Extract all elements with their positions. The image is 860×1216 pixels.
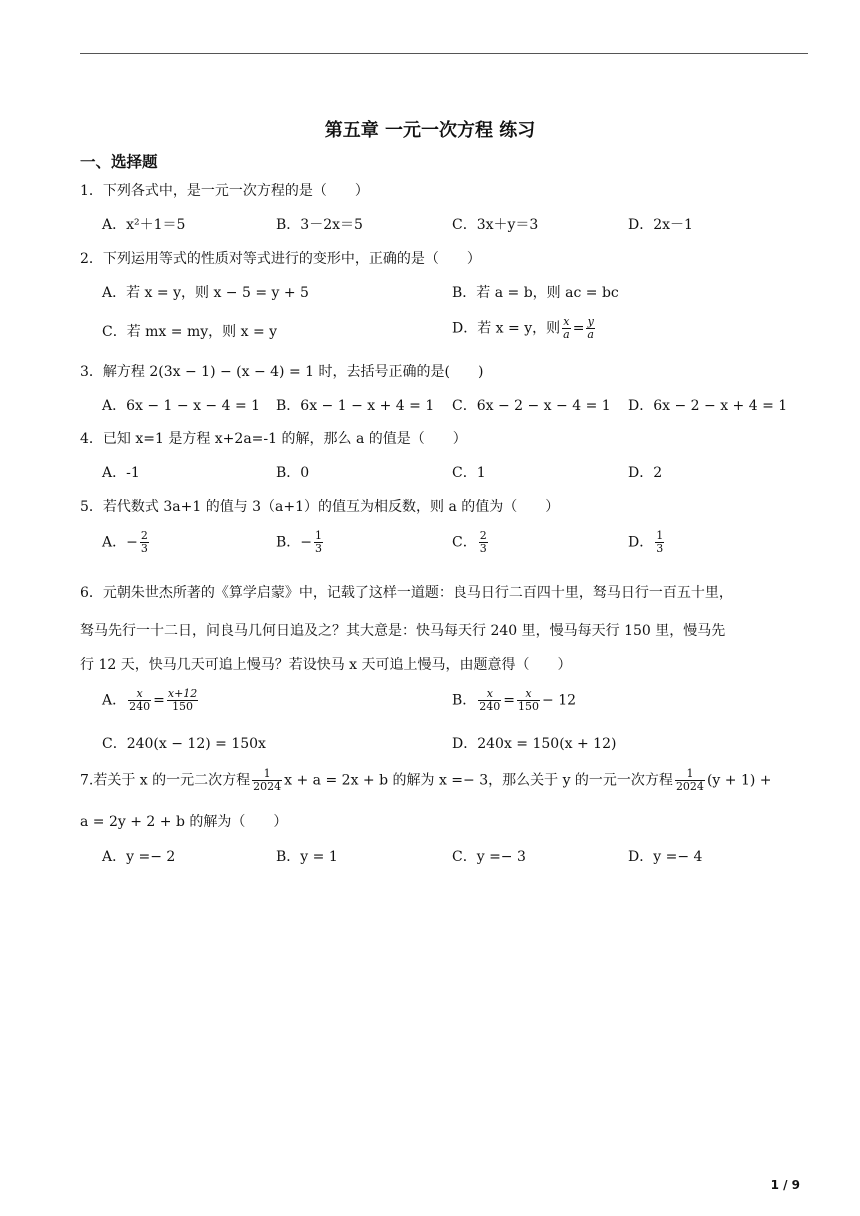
question-5-stem: 5．若代数式 3a+1 的值与 3（a+1）的值互为相反数，则 a 的值为（ ） [80,499,560,515]
fraction: $\frac{2}{3}$ [479,529,487,555]
question-1-option-b[interactable]: B．3－2x＝5 [276,217,363,233]
question-6-option-b[interactable]: B． $\frac{x}{240}$ = $\frac{x}{150}$ − 12 [452,687,577,713]
question-4-option-c[interactable]: C．1 [452,465,486,481]
question-2-option-b[interactable]: B．若 a = b，则 ac = bc [452,285,619,301]
question-7-option-c[interactable]: C．y =− 3 [452,849,526,865]
question-2-option-d[interactable]: D．若 x = y，则 $\frac{x}{a}$ = $\frac{y}{a}$ [452,315,594,341]
fraction: $\frac{1}{2024}$ [253,767,282,793]
header-rule [80,53,808,54]
question-2-option-d-label: D．若 x = y，则 [452,320,561,337]
fraction: $\frac{x}{240}$ [479,687,501,713]
question-3-option-b[interactable]: B．6x − 1 − x + 4 = 1 [276,398,435,414]
fraction: $\frac{x+12}{150}$ [167,687,198,713]
question-6-option-a[interactable]: A． $\frac{x}{240}$ = $\frac{x+12}{150}$ [102,687,198,713]
question-6-option-c[interactable]: C．240(x − 12) = 150x [102,736,266,752]
question-6-stem-line-2: 驽马先行一十二日，问良马几何日追及之？其大意是：快马每天行 240 里，慢马每天行 150 里，慢马先 [80,623,726,639]
question-6-option-d[interactable]: D．240x = 150(x + 12) [452,736,617,752]
question-3-option-d[interactable]: D．6x − 2 − x + 4 = 1 [628,398,788,414]
question-2-option-a[interactable]: A．若 x = y，则 x − 5 = y + 5 [102,285,309,301]
question-4-option-d[interactable]: D．2 [628,465,663,481]
question-2-stem: 2．下列运用等式的性质对等式进行的变形中，正确的是（ ） [80,251,481,267]
question-1-stem: 1．下列各式中，是一元一次方程的是（ ） [80,183,369,199]
page-number: 1 / 9 [770,1178,800,1192]
fraction: $\frac{x}{150}$ [518,687,540,713]
question-7-stem-line-2: a = 2y + 2 + b 的解为（ ） [80,814,288,830]
fraction: $\frac{1}{3}$ [656,529,664,555]
question-1-option-d[interactable]: D．2x－1 [628,217,693,233]
question-4-option-a[interactable]: A．-1 [102,465,140,481]
question-1-option-a[interactable]: A．x²＋1＝5 [102,217,186,233]
fraction: $\frac{1}{3}$ [315,529,323,555]
fraction: $\frac{x}{240}$ [129,687,151,713]
section-heading: 一、选择题 [80,153,158,171]
page-title: 第五章 一元一次方程 练习 [324,120,536,141]
question-3-option-a[interactable]: A．6x − 1 − x − 4 = 1 [102,398,261,414]
question-7-option-b[interactable]: B．y = 1 [276,849,338,865]
question-3-stem: 3．解方程 2(3x − 1) − (x − 4) = 1 时，去括号正确的是( ) [80,364,484,380]
fraction: $\frac{y}{a}$ [587,315,594,341]
question-1-option-c[interactable]: C．3x＋y＝3 [452,217,539,233]
fraction: $\frac{x}{a}$ [563,315,570,341]
fraction: $\frac{2}{3}$ [140,529,148,555]
question-4-option-b[interactable]: B．0 [276,465,310,481]
question-7-option-d[interactable]: D．y =− 4 [628,849,703,865]
question-5-option-d[interactable]: D． $\frac{1}{3}$ [628,529,664,555]
question-6-stem-line-1: 6．元朝朱世杰所著的《算学启蒙》中，记载了这样一道题：良马日行二百四十里，驽马日行一百五十里， [80,585,733,601]
question-4-stem: 4．已知 x=1 是方程 x+2a=-1 的解，那么 a 的值是（ ） [80,431,467,447]
question-7-option-a[interactable]: A．y =− 2 [102,849,176,865]
question-5-option-a[interactable]: A．− $\frac{2}{3}$ [102,529,148,555]
question-5-option-c[interactable]: C． $\frac{2}{3}$ [452,529,487,555]
question-2-option-c[interactable]: C．若 mx = my，则 x = y [102,324,278,340]
question-5-option-b[interactable]: B．− $\frac{1}{3}$ [276,529,323,555]
question-7-stem-line-1: 7.若关于 x 的一元二次方程 $\frac{1}{2024}$ x + a = 2x + b 的解为 x =− 3，那么关于 y 的一元一次方程 $\frac{1}{2024}$ (y + 1) + [80,767,772,793]
question-6-stem-line-3: 行 12 天，快马几天可追上慢马？若设快马 x 天可追上慢马，由题意得（ ） [80,657,572,673]
question-3-option-c[interactable]: C．6x − 2 − x − 4 = 1 [452,398,611,414]
fraction: $\frac{1}{2024}$ [675,767,704,793]
